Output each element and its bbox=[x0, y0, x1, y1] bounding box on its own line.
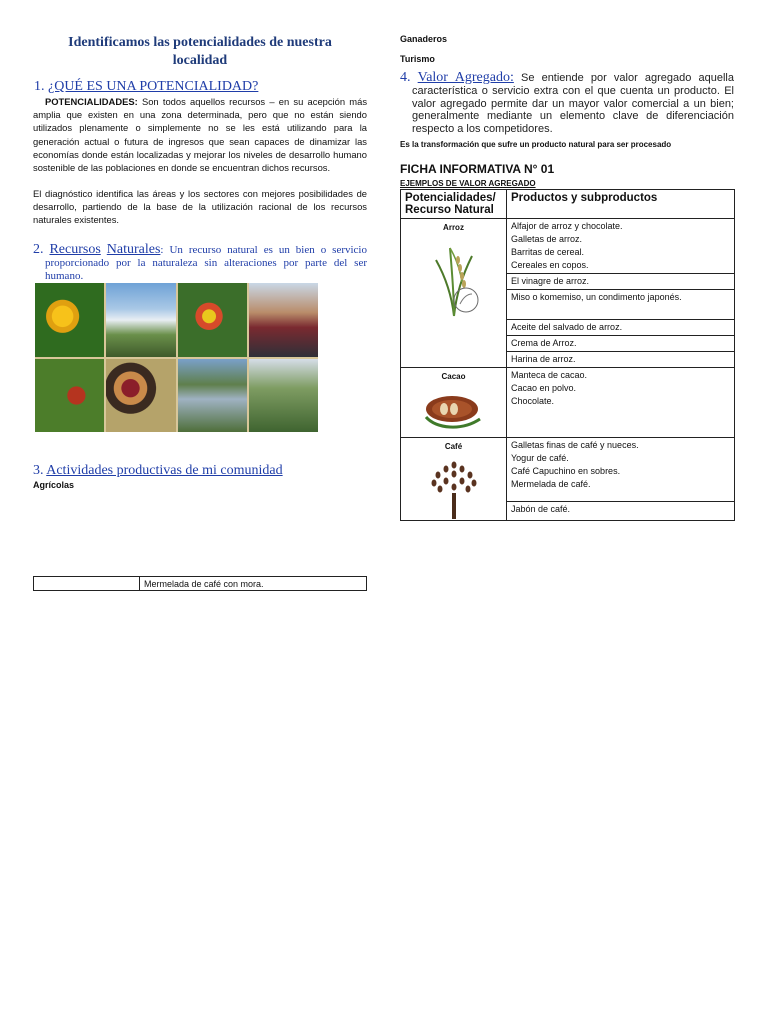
value-added-table bbox=[400, 189, 735, 521]
product-item: Galletas finas de café y nueces. bbox=[511, 440, 639, 450]
ganaderos-label: Ganaderos bbox=[400, 34, 448, 44]
column-header-resource: Potencialidades/ Recurso Natural bbox=[401, 190, 507, 219]
section-2-title-a: Recursos bbox=[49, 242, 101, 257]
resource-label: Café bbox=[444, 442, 463, 451]
rice-plant-icon bbox=[426, 238, 482, 318]
table-row bbox=[401, 368, 735, 438]
table-row bbox=[34, 577, 367, 591]
page-title: Identificamos las potencialidades de nuestra localidad bbox=[68, 35, 332, 68]
coffee-harvest-photo bbox=[35, 359, 104, 433]
yellow-flowers-photo bbox=[35, 283, 104, 357]
section-3-title: Actividades productivas de mi comunidad bbox=[46, 463, 283, 478]
product-item: Crema de Arroz. bbox=[507, 336, 735, 352]
product-item: Café Capuchino en sobres. bbox=[511, 466, 621, 476]
section-2-number: 2. bbox=[33, 242, 44, 257]
product-item: Jabón de café. bbox=[507, 502, 735, 521]
ficha-subtitle: EJEMPLOS DE VALOR AGREGADO bbox=[400, 179, 536, 188]
product-item: Alfajor de arroz y chocolate. bbox=[511, 221, 623, 231]
product-item: Galletas de arroz. bbox=[511, 234, 583, 244]
product-list bbox=[507, 219, 735, 274]
section-4-title: Valor Agregado: bbox=[417, 70, 514, 85]
mountain-clouds-photo bbox=[106, 283, 175, 357]
section-1-number: 1. bbox=[34, 79, 45, 94]
product-item: Aceite del salvado de arroz. bbox=[507, 320, 735, 336]
section-3-number: 3. bbox=[33, 463, 44, 478]
section-2-text: : Un recurso natural es un bien o servicio proporcionado por la naturaleza sin alteraciones por parte del ser humano. bbox=[45, 244, 367, 282]
resource-label: Cacao bbox=[441, 372, 466, 381]
lagoon-landscape-photo bbox=[178, 359, 247, 433]
agricolas-label: Agrícolas bbox=[33, 480, 75, 490]
potencialidades-text: Son todos aquellos recursos – en su acepción más amplia que existen en una zona determinada, pero que no están siendo utilizados plenamente o simplemente no se les está utilizando para la generación actual o futura de ingresos que sean capaces de dinamizar las economías donde están localizadas y mejorar los niveles de desarrollo humano sostenible de las poblaciones en donde se encuentran dichos recursos. bbox=[33, 96, 368, 174]
product-item: Cereales en copos. bbox=[511, 260, 589, 270]
valley-landscape-photo bbox=[249, 359, 318, 433]
product-item: Barritas de cereal. bbox=[511, 247, 585, 257]
product-item: Yogur de café. bbox=[511, 453, 569, 463]
product-list bbox=[507, 438, 735, 502]
resource-label: Arroz bbox=[443, 223, 464, 232]
table-cell: Mermelada de café con mora. bbox=[140, 577, 367, 591]
product-item: Mermelada de café. bbox=[511, 479, 591, 489]
product-item: Manteca de cacao. bbox=[511, 370, 588, 380]
resource-cell-cafe bbox=[401, 438, 507, 521]
potencialidades-term: POTENCIALIDADES: bbox=[45, 96, 138, 107]
resource-cell-cacao bbox=[401, 368, 507, 438]
natural-resources-photo-mosaic bbox=[35, 283, 318, 432]
product-item: Cacao en polvo. bbox=[511, 383, 577, 393]
section-4-text: Se entiende por valor agregado aquella característica o servicio extra con el que cuenta un producto. El valor agregado permite dar un mayor valor comercial a un bien; generalmente mediante un elemento clave de diferenciación respecto a los competidores. bbox=[412, 72, 734, 136]
overflow-table-row bbox=[33, 576, 367, 591]
section-3-heading bbox=[33, 463, 283, 479]
turismo-label: Turismo bbox=[400, 54, 435, 64]
fruits-and-seeds-photo bbox=[106, 359, 175, 433]
section-2-title-b: Naturales bbox=[106, 242, 161, 257]
people-gathering-photo bbox=[249, 283, 318, 357]
table-cell bbox=[34, 577, 140, 591]
transformation-note: Es la transformación que sufre un producto natural para ser procesado bbox=[400, 140, 672, 149]
section-2-heading bbox=[33, 243, 367, 283]
cacao-pod-icon bbox=[422, 387, 486, 433]
product-item: Miso o komemiso, un condimento japonés. bbox=[507, 290, 735, 320]
potencialidades-definition bbox=[33, 95, 367, 174]
product-item: Chocolate. bbox=[511, 396, 555, 406]
column-header-products: Productos y subproductos bbox=[507, 190, 735, 219]
table-row bbox=[401, 438, 735, 502]
ficha-title: FICHA INFORMATIVA N° 01 bbox=[400, 162, 555, 176]
table-row bbox=[401, 219, 735, 274]
resource-cell-arroz bbox=[401, 219, 507, 368]
product-item: Harina de arroz. bbox=[507, 352, 735, 368]
product-item: El vinagre de arroz. bbox=[507, 274, 735, 290]
section-4-number: 4. bbox=[400, 70, 411, 85]
coffee-tree-icon bbox=[424, 457, 484, 519]
diagnostic-paragraph: El diagnóstico identifica las áreas y los sectores con mejores posibilidades de desarrollo, partiendo de la base de la utilización racional de los recursos naturales existentes. bbox=[33, 188, 367, 226]
section-1-title: ¿QUÉ ES UNA POTENCIALIDAD? bbox=[48, 79, 259, 94]
section-1-heading bbox=[34, 79, 258, 95]
table-header-row bbox=[401, 190, 735, 219]
section-4-valor-agregado bbox=[400, 72, 734, 136]
product-list bbox=[507, 368, 735, 438]
parrot-photo bbox=[178, 283, 247, 357]
